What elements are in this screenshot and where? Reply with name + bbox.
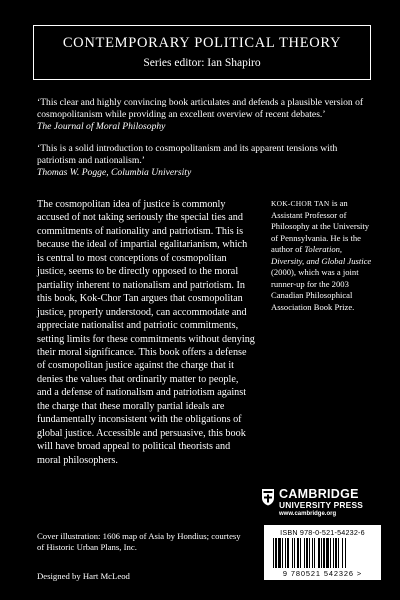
quote-text: ‘This clear and highly convincing book articulates and defends a plausible version of cosmopolitanism while providing an excellent overview of recent debates.’ [37, 97, 364, 121]
bio-book-title: Toleration, Diversity, and Global Justice [271, 244, 372, 266]
quote-text: ‘This is a solid introduction to cosmopolitanism and its apparent tensions with patriotism and nationalism.’ [37, 143, 338, 167]
author-name: KOK-CHOR TAN [271, 199, 330, 208]
cambridge-crest-icon [261, 488, 275, 506]
review-quote-1 [37, 97, 372, 133]
author-bio [271, 198, 376, 313]
publisher-name: CAMBRIDGE [279, 487, 359, 501]
isbn-label: ISBN 978-0-521-54232-6 [280, 528, 365, 537]
publisher-url: www.cambridge.org [279, 511, 337, 517]
barcode-digits: 9 780521 542326 > [282, 569, 363, 578]
cover-credit: Cover illustration: 1606 map of Asia by Hondius; courtesy of Historic Urban Plans, Inc. [37, 531, 241, 552]
quote-source: Thomas W. Pogge, Columbia University [37, 167, 192, 179]
publisher-press: UNIVERSITY PRESS [279, 500, 364, 510]
barcode-icon [273, 538, 373, 568]
series-box [33, 25, 371, 80]
barcode-box [264, 525, 381, 580]
bio-text-1: is an Assistant Professor of Philosophy at the University of Pennsylvania. He is the author of [271, 198, 370, 255]
bio-text-2: (2000), which was a joint runner-up for the 2003 Canadian Philosophical Association Book Prize. [271, 267, 359, 312]
series-editor: Series editor: Ian Shapiro [143, 57, 261, 69]
review-quote-2 [37, 143, 372, 179]
designer-credit: Designed by Hart McLeod [37, 571, 130, 581]
quote-source: The Journal of Moral Philosophy [37, 121, 166, 133]
series-title: CONTEMPORARY POLITICAL THEORY [62, 35, 342, 51]
book-description: The cosmopolitan idea of justice is commonly accused of not taking seriously the special ties and commitments of nationality and patriotism. This is because the ideal of impartial egalitarianism, which is central to most conceptions of cosmopolitan justice, seems to be directly opposed to the moral partiality inherent to nationalism and patriotism. In this book, Kok-Chor Tan argues that cosmopolitan justice, properly understood, can accommodate and appreciate nationalist and patriotic commitments, setting limits for these commitments without denying their moral significance. This book offers a defense of cosmopolitan justice against the charge that it denies the values that ordinarily matter to people, and a defense of nationalism and patriotism against the charge that these morally partial ideals are fundamentally inconsistent with the obligations of global justice. Accessible and persuasive, this book will have broad appeal to political theorists and moral philosophers. [37, 199, 255, 466]
